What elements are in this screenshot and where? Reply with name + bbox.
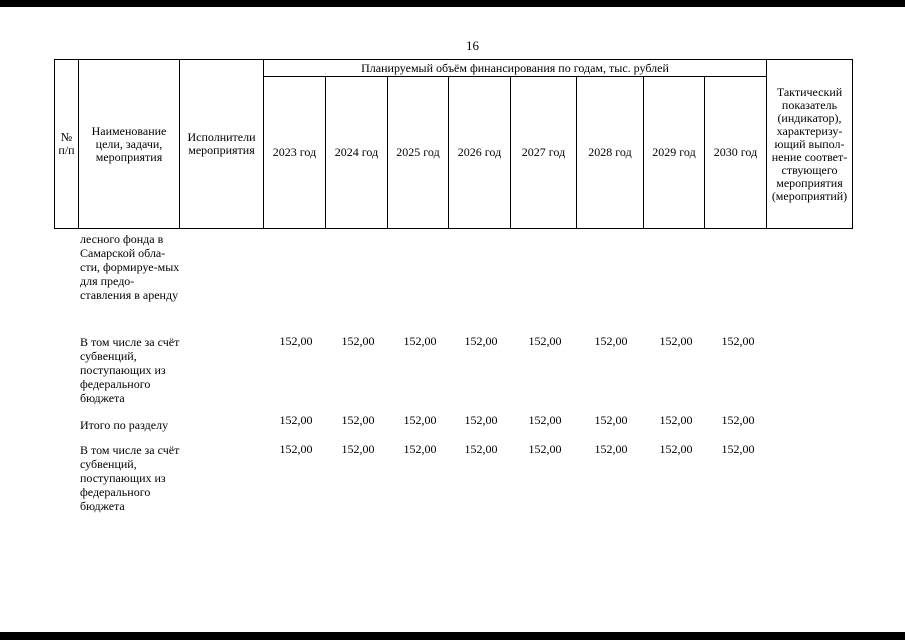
row-value: 152,00 — [279, 413, 313, 427]
row-value: 152,00 — [659, 442, 693, 456]
header-executors: Исполнители мероприятия — [180, 60, 264, 229]
row-value: 152,00 — [464, 442, 498, 456]
row-value: 152,00 — [341, 442, 375, 456]
row-value: 152,00 — [594, 334, 628, 348]
top-border — [0, 0, 905, 7]
table-header — [54, 59, 853, 229]
row-value: 152,00 — [594, 413, 628, 427]
row-value: 152,00 — [528, 413, 562, 427]
row-value: 152,00 — [279, 442, 313, 456]
row-name: Итого по разделу — [80, 418, 169, 432]
header-name: Наименование цели, задачи, мероприятия — [79, 60, 180, 229]
row-value: 152,00 — [341, 413, 375, 427]
header-funding: Планируемый объём финансирования по годам, тыс. рублей — [264, 60, 767, 77]
row-value: 152,00 — [464, 334, 498, 348]
row-value: 152,00 — [721, 442, 755, 456]
row-value: 152,00 — [528, 334, 562, 348]
row-value: 152,00 — [403, 413, 437, 427]
header-year: 2029 год — [644, 77, 705, 229]
header-year: 2027 год — [511, 77, 577, 229]
page-number: 16 — [466, 38, 479, 53]
header-year: 2028 год — [577, 77, 644, 229]
row-value: 152,00 — [721, 413, 755, 427]
header-num: № п/п — [55, 60, 79, 229]
row-value: 152,00 — [279, 334, 313, 348]
row-value: 152,00 — [464, 413, 498, 427]
row-value: 152,00 — [403, 334, 437, 348]
bottom-border — [0, 632, 905, 640]
row-name: лесного фонда в Самарской обла-сти, формируе-мых для предо-ставления в аренду — [80, 232, 180, 302]
row-name: В том числе за счёт субвенций, поступающих из федерального бюджета — [80, 335, 180, 405]
row-value: 152,00 — [528, 442, 562, 456]
header-year: 2023 год — [264, 77, 326, 229]
header-year: 2024 год — [326, 77, 388, 229]
row-value: 152,00 — [403, 442, 437, 456]
header-year: 2026 год — [449, 77, 511, 229]
row-value: 152,00 — [659, 334, 693, 348]
row-value: 152,00 — [594, 442, 628, 456]
header-year: 2030 год — [705, 77, 767, 229]
header-year: 2025 год — [388, 77, 449, 229]
row-name: В том числе за счёт субвенций, поступающих из федерального бюджета — [80, 443, 180, 513]
row-value: 152,00 — [721, 334, 755, 348]
row-value: 152,00 — [659, 413, 693, 427]
row-value: 152,00 — [341, 334, 375, 348]
header-indicator: Тактический показатель (индикатор), характеризу-ющий выпол-нение соответ-ствующего мероприятия (мероприятий) — [767, 60, 853, 229]
